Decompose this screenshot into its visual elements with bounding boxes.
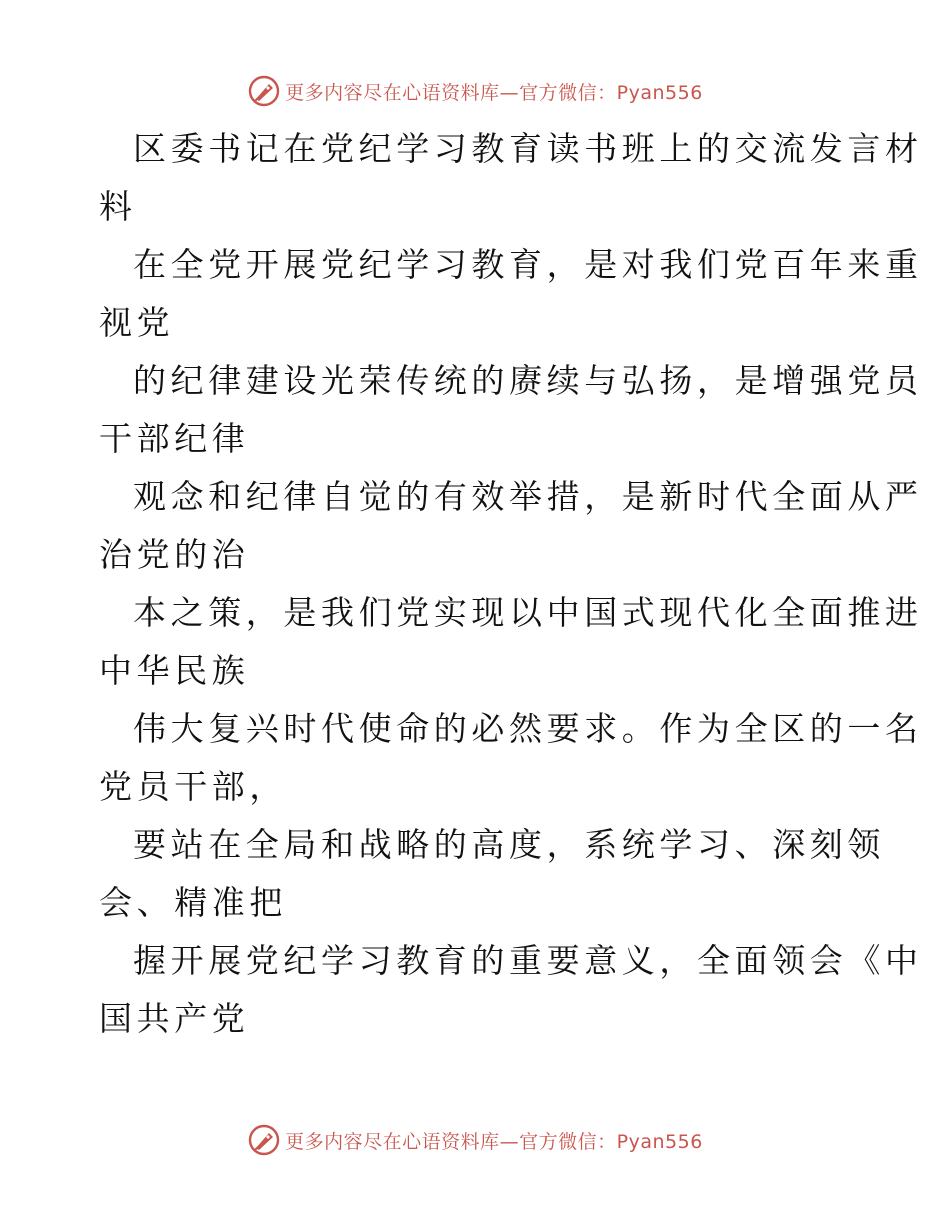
pen-nib-logo-icon (247, 74, 281, 108)
document-body (99, 120, 923, 1048)
text-line: 要站在全局和战略的高度，系统学习、深刻领 (133, 825, 885, 864)
header-watermark (0, 71, 950, 111)
text-line: 国共产党 (99, 999, 250, 1038)
text-line: 党员干部， (99, 767, 287, 806)
text-line: 视党 (99, 303, 175, 342)
text-line: 的纪律建设光荣传统的赓续与弘扬，是增强党员 (133, 361, 923, 400)
text-line: 会、精准把 (99, 883, 287, 922)
text-line: 在全党开展党纪学习教育，是对我们党百年来重 (133, 245, 923, 284)
text-line: 观念和纪律自觉的有效举措，是新时代全面从严 (133, 477, 923, 516)
text-line: 治党的治 (99, 535, 250, 574)
text-line: 伟大复兴时代使命的必然要求。作为全区的一名 (133, 709, 923, 748)
text-line: 握开展党纪学习教育的重要意义，全面领会《中 (133, 941, 923, 980)
text-line: 区委书记在党纪学习教育读书班上的交流发言材 (133, 129, 923, 168)
watermark-text: 更多内容尽在心语资料库—官方微信：Pyan556 (285, 1130, 703, 1153)
watermark-text: 更多内容尽在心语资料库—官方微信：Pyan556 (285, 81, 703, 104)
text-line: 干部纪律 (99, 419, 250, 458)
text-line: 本之策，是我们党实现以中国式现代化全面推进 (133, 593, 923, 632)
footer-watermark (0, 1120, 950, 1160)
text-line: 料 (99, 187, 137, 226)
text-line: 中华民族 (99, 651, 250, 690)
pen-nib-logo-icon (247, 1123, 281, 1157)
